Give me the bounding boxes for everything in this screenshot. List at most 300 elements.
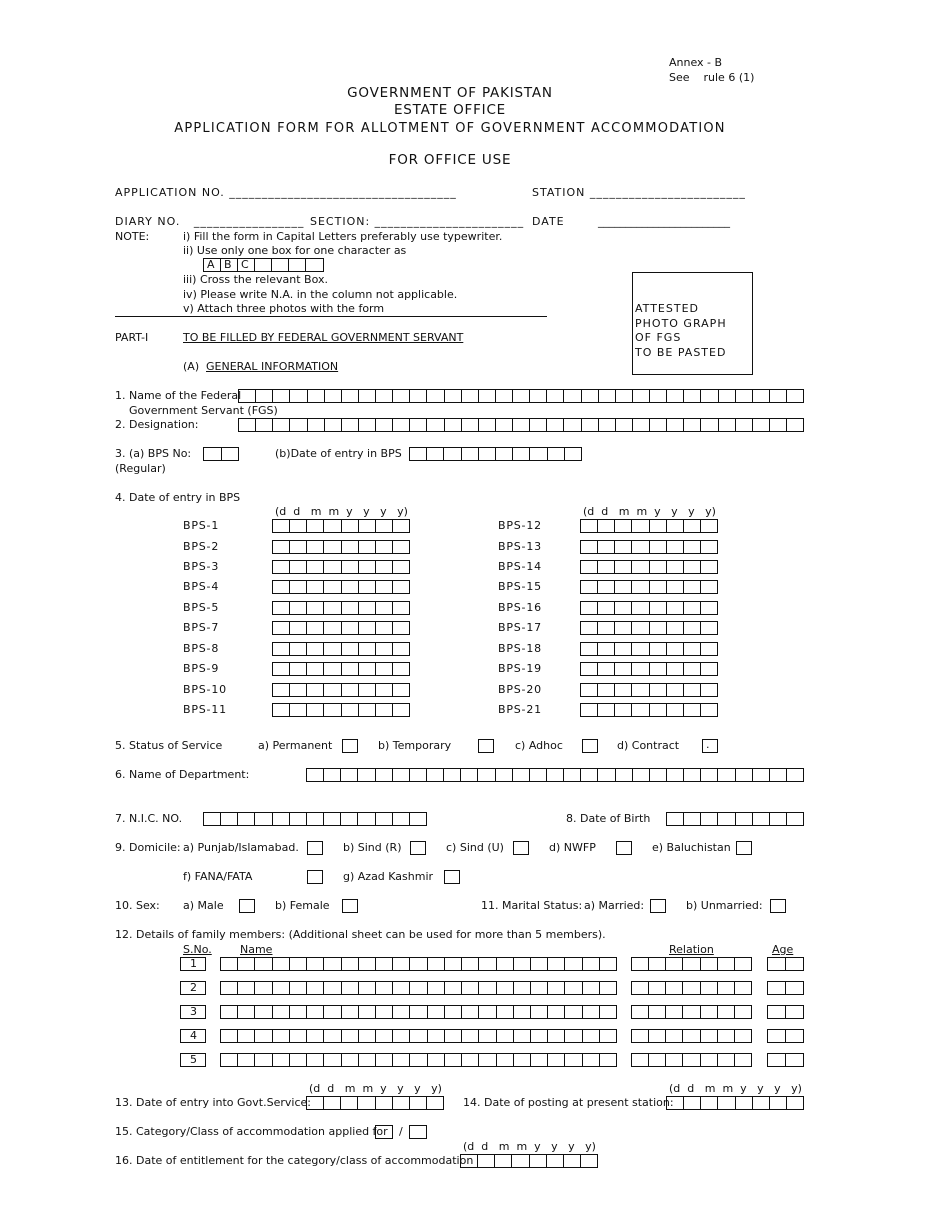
char-box[interactable]	[701, 663, 717, 675]
char-box[interactable]	[238, 1030, 255, 1042]
char-box[interactable]	[461, 769, 478, 781]
char-box[interactable]	[238, 982, 255, 994]
char-box[interactable]	[650, 769, 667, 781]
char-box[interactable]	[221, 813, 238, 825]
char-box[interactable]	[548, 1006, 565, 1018]
family-relation-input[interactable]	[631, 1053, 752, 1067]
char-box[interactable]	[650, 541, 667, 553]
char-box[interactable]	[735, 958, 751, 970]
char-box[interactable]	[479, 1006, 496, 1018]
char-box[interactable]	[324, 769, 341, 781]
char-box[interactable]	[683, 1030, 700, 1042]
domicile-baluchistan-checkbox[interactable]	[736, 841, 752, 855]
char-box[interactable]	[221, 1054, 238, 1066]
char-box[interactable]	[324, 958, 341, 970]
char-box[interactable]	[666, 1006, 683, 1018]
char-box[interactable]	[786, 958, 803, 970]
char-box[interactable]	[768, 1054, 786, 1066]
char-box[interactable]	[787, 1097, 803, 1109]
char-box[interactable]	[479, 390, 496, 402]
char-box[interactable]	[428, 958, 445, 970]
char-box[interactable]	[684, 684, 701, 696]
bps-date-input[interactable]	[580, 621, 718, 635]
char-box[interactable]	[342, 704, 359, 716]
char-box[interactable]	[632, 520, 649, 532]
sex-female-checkbox[interactable]	[342, 899, 358, 913]
char-box[interactable]	[770, 769, 787, 781]
char-box[interactable]	[393, 663, 409, 675]
char-box[interactable]	[701, 541, 717, 553]
char-box[interactable]	[512, 1155, 529, 1167]
char-box[interactable]	[632, 684, 649, 696]
char-box[interactable]	[445, 982, 462, 994]
char-box[interactable]	[358, 769, 375, 781]
char-box[interactable]	[445, 1030, 462, 1042]
domicile-sind-u-checkbox[interactable]	[513, 841, 529, 855]
char-box[interactable]	[358, 813, 375, 825]
char-box[interactable]	[650, 704, 667, 716]
char-box[interactable]	[718, 982, 735, 994]
char-box[interactable]	[239, 419, 256, 431]
char-box[interactable]	[632, 1054, 649, 1066]
char-box[interactable]	[256, 419, 273, 431]
char-box[interactable]	[615, 704, 632, 716]
char-box[interactable]	[307, 1097, 324, 1109]
char-box[interactable]	[667, 622, 684, 634]
char-box[interactable]	[649, 1030, 666, 1042]
char-box[interactable]	[583, 958, 600, 970]
char-box[interactable]	[701, 769, 718, 781]
domicile-punjab-checkbox[interactable]	[307, 841, 323, 855]
char-box[interactable]	[461, 1155, 478, 1167]
char-box[interactable]	[221, 958, 238, 970]
char-box[interactable]	[598, 684, 615, 696]
char-box[interactable]	[307, 1054, 324, 1066]
char-box[interactable]	[514, 1030, 531, 1042]
char-box[interactable]	[598, 704, 615, 716]
char-box[interactable]	[324, 982, 341, 994]
char-box[interactable]	[393, 419, 410, 431]
char-box[interactable]	[376, 982, 393, 994]
char-box[interactable]	[393, 1097, 410, 1109]
char-box[interactable]	[632, 1030, 649, 1042]
char-box[interactable]	[342, 982, 359, 994]
char-box[interactable]	[393, 581, 409, 593]
char-box[interactable]	[684, 419, 701, 431]
domicile-nwfp-checkbox[interactable]	[616, 841, 632, 855]
char-box[interactable]	[290, 643, 307, 655]
char-box[interactable]	[666, 958, 683, 970]
char-box[interactable]	[581, 520, 598, 532]
char-box[interactable]	[565, 982, 582, 994]
char-box[interactable]	[736, 390, 753, 402]
char-box[interactable]	[632, 541, 649, 553]
char-box[interactable]	[290, 520, 307, 532]
char-box[interactable]	[376, 581, 393, 593]
char-box[interactable]	[718, 1054, 735, 1066]
char-box[interactable]	[667, 541, 684, 553]
char-box[interactable]	[307, 684, 324, 696]
char-box[interactable]	[376, 643, 393, 655]
char-box[interactable]	[495, 1155, 512, 1167]
char-box[interactable]	[428, 1054, 445, 1066]
char-box[interactable]	[598, 769, 615, 781]
family-relation-input[interactable]	[631, 1029, 752, 1043]
char-box[interactable]	[667, 390, 684, 402]
char-box[interactable]	[718, 1030, 735, 1042]
char-box[interactable]	[273, 1054, 290, 1066]
char-box[interactable]	[615, 602, 632, 614]
char-box[interactable]	[598, 561, 615, 573]
char-box[interactable]	[649, 958, 666, 970]
char-box[interactable]	[616, 419, 633, 431]
char-box[interactable]	[273, 602, 290, 614]
char-box[interactable]	[393, 390, 410, 402]
char-box[interactable]	[666, 982, 683, 994]
char-box[interactable]	[496, 390, 513, 402]
char-box[interactable]	[497, 982, 514, 994]
designation-input[interactable]	[238, 418, 804, 432]
char-box[interactable]	[273, 622, 290, 634]
char-box[interactable]	[290, 541, 307, 553]
char-box[interactable]	[530, 390, 547, 402]
char-box[interactable]	[684, 390, 701, 402]
char-box[interactable]	[718, 769, 735, 781]
char-box[interactable]	[583, 1054, 600, 1066]
char-box[interactable]	[410, 813, 426, 825]
bps-date-input[interactable]	[272, 621, 410, 635]
char-box[interactable]	[701, 1097, 718, 1109]
char-box[interactable]	[410, 1054, 427, 1066]
char-box[interactable]	[445, 1054, 462, 1066]
char-box[interactable]	[600, 1006, 616, 1018]
char-box[interactable]	[701, 704, 717, 716]
char-box[interactable]	[376, 684, 393, 696]
char-box[interactable]	[718, 813, 735, 825]
char-box[interactable]	[736, 813, 753, 825]
char-box[interactable]	[324, 684, 341, 696]
char-box[interactable]	[255, 982, 272, 994]
char-box[interactable]	[462, 448, 479, 460]
char-box[interactable]	[581, 684, 598, 696]
char-box[interactable]	[787, 419, 803, 431]
char-box[interactable]	[376, 813, 393, 825]
char-box[interactable]	[701, 419, 718, 431]
char-box[interactable]	[514, 958, 531, 970]
char-box[interactable]	[632, 643, 649, 655]
char-box[interactable]	[548, 1030, 565, 1042]
char-box[interactable]	[290, 581, 307, 593]
family-relation-input[interactable]	[631, 957, 752, 971]
char-box[interactable]	[598, 541, 615, 553]
char-box[interactable]	[513, 419, 530, 431]
char-box[interactable]	[376, 1097, 393, 1109]
char-box[interactable]	[462, 419, 479, 431]
bps-date-input[interactable]	[272, 560, 410, 574]
char-box[interactable]	[393, 541, 409, 553]
bps-date-input[interactable]	[580, 580, 718, 594]
char-box[interactable]	[564, 390, 581, 402]
char-box[interactable]	[753, 1097, 770, 1109]
char-box[interactable]	[650, 643, 667, 655]
bps-date-input[interactable]	[272, 580, 410, 594]
char-box[interactable]	[735, 1006, 751, 1018]
char-box[interactable]	[701, 1030, 718, 1042]
char-box[interactable]	[599, 390, 616, 402]
char-box[interactable]	[410, 1097, 427, 1109]
char-box[interactable]	[633, 769, 650, 781]
char-box[interactable]	[650, 390, 667, 402]
char-box[interactable]	[342, 581, 359, 593]
family-name-input[interactable]	[220, 981, 617, 995]
char-box[interactable]	[684, 561, 701, 573]
char-box[interactable]	[273, 390, 290, 402]
char-box[interactable]	[513, 448, 530, 460]
family-age-input[interactable]	[767, 1005, 804, 1019]
char-box[interactable]	[564, 1155, 581, 1167]
char-box[interactable]	[633, 419, 650, 431]
char-box[interactable]	[307, 602, 324, 614]
status-temporary-checkbox[interactable]	[478, 739, 494, 753]
char-box[interactable]	[342, 602, 359, 614]
char-box[interactable]	[667, 643, 684, 655]
char-box[interactable]	[649, 982, 666, 994]
bps-date-input[interactable]	[272, 703, 410, 717]
char-box[interactable]	[768, 958, 786, 970]
char-box[interactable]	[581, 663, 598, 675]
status-adhoc-checkbox[interactable]	[582, 739, 598, 753]
char-box[interactable]	[701, 561, 717, 573]
char-box[interactable]	[307, 561, 324, 573]
char-box[interactable]	[393, 602, 409, 614]
char-box[interactable]	[598, 643, 615, 655]
char-box[interactable]	[615, 684, 632, 696]
char-box[interactable]	[393, 958, 410, 970]
char-box[interactable]	[701, 1006, 718, 1018]
char-box[interactable]	[497, 1006, 514, 1018]
char-box[interactable]	[410, 769, 427, 781]
char-box[interactable]	[376, 622, 393, 634]
char-box[interactable]	[359, 1006, 376, 1018]
char-box[interactable]	[650, 684, 667, 696]
char-box[interactable]	[307, 541, 324, 553]
char-box[interactable]	[273, 663, 290, 675]
char-box[interactable]	[359, 663, 376, 675]
char-box[interactable]	[514, 1054, 531, 1066]
char-box[interactable]	[649, 1054, 666, 1066]
char-box[interactable]	[786, 1054, 803, 1066]
char-box[interactable]	[514, 1006, 531, 1018]
char-box[interactable]	[428, 1030, 445, 1042]
char-box[interactable]	[701, 1054, 718, 1066]
char-box[interactable]	[376, 541, 393, 553]
char-box[interactable]	[427, 769, 444, 781]
char-box[interactable]	[376, 769, 393, 781]
char-box[interactable]	[735, 1054, 751, 1066]
char-box[interactable]	[273, 561, 290, 573]
char-box[interactable]	[376, 1006, 393, 1018]
char-box[interactable]	[342, 684, 359, 696]
char-box[interactable]	[273, 1030, 290, 1042]
char-box[interactable]	[701, 958, 718, 970]
status-permanent-checkbox[interactable]	[342, 739, 358, 753]
char-box[interactable]	[410, 1030, 427, 1042]
char-box[interactable]	[393, 1030, 410, 1042]
char-box[interactable]	[462, 1054, 479, 1066]
char-box[interactable]	[650, 581, 667, 593]
char-box[interactable]	[342, 958, 359, 970]
char-box[interactable]	[239, 390, 256, 402]
char-box[interactable]	[667, 813, 684, 825]
marital-married-checkbox[interactable]	[650, 899, 666, 913]
char-box[interactable]	[719, 419, 736, 431]
char-box[interactable]	[667, 581, 684, 593]
char-box[interactable]	[632, 704, 649, 716]
char-box[interactable]	[667, 769, 684, 781]
char-box[interactable]	[701, 390, 718, 402]
family-age-input[interactable]	[767, 981, 804, 995]
char-box[interactable]	[564, 769, 581, 781]
char-box[interactable]	[496, 419, 513, 431]
char-box[interactable]	[530, 769, 547, 781]
char-box[interactable]	[427, 419, 444, 431]
char-box[interactable]	[581, 769, 598, 781]
char-box[interactable]	[582, 390, 599, 402]
char-box[interactable]	[787, 390, 803, 402]
char-box[interactable]	[204, 813, 221, 825]
char-box[interactable]	[478, 1155, 495, 1167]
char-box[interactable]	[787, 813, 803, 825]
family-name-input[interactable]	[220, 1029, 617, 1043]
char-box[interactable]	[479, 448, 496, 460]
char-box[interactable]	[753, 390, 770, 402]
char-box[interactable]	[324, 663, 341, 675]
char-box[interactable]	[615, 561, 632, 573]
char-box[interactable]	[427, 448, 444, 460]
char-box[interactable]	[598, 602, 615, 614]
family-age-input[interactable]	[767, 1053, 804, 1067]
char-box[interactable]	[650, 663, 667, 675]
char-box[interactable]	[786, 982, 803, 994]
char-box[interactable]	[598, 520, 615, 532]
char-box[interactable]	[324, 643, 341, 655]
char-box[interactable]	[393, 1006, 410, 1018]
diary-no-field[interactable]: DIARY NO. _________________	[115, 215, 305, 228]
entitlement-input[interactable]	[460, 1154, 598, 1168]
char-box[interactable]	[307, 643, 324, 655]
char-box[interactable]	[376, 561, 393, 573]
char-box[interactable]	[444, 448, 461, 460]
family-age-input[interactable]	[767, 1029, 804, 1043]
char-box[interactable]	[616, 769, 633, 781]
char-box[interactable]	[598, 581, 615, 593]
char-box[interactable]	[633, 390, 650, 402]
char-box[interactable]	[342, 1030, 359, 1042]
char-box[interactable]	[342, 561, 359, 573]
char-box[interactable]	[479, 419, 496, 431]
char-box[interactable]	[359, 1054, 376, 1066]
char-box[interactable]	[359, 1030, 376, 1042]
char-box[interactable]	[583, 1006, 600, 1018]
char-box[interactable]	[547, 769, 564, 781]
char-box[interactable]	[256, 390, 273, 402]
char-box[interactable]	[427, 390, 444, 402]
class-input[interactable]	[409, 1125, 427, 1139]
char-box[interactable]	[273, 813, 290, 825]
char-box[interactable]	[632, 663, 649, 675]
char-box[interactable]	[445, 1006, 462, 1018]
char-box[interactable]	[547, 1155, 564, 1167]
domicile-azad-kashmir-checkbox[interactable]	[444, 870, 460, 884]
char-box[interactable]	[273, 419, 290, 431]
bps-no-input[interactable]	[203, 447, 239, 461]
char-box[interactable]	[547, 390, 564, 402]
char-box[interactable]	[376, 663, 393, 675]
char-box[interactable]	[359, 684, 376, 696]
char-box[interactable]	[342, 390, 359, 402]
family-relation-input[interactable]	[631, 1005, 752, 1019]
govt-entry-input[interactable]	[306, 1096, 444, 1110]
char-box[interactable]	[581, 622, 598, 634]
char-box[interactable]	[615, 541, 632, 553]
char-box[interactable]	[598, 622, 615, 634]
char-box[interactable]	[290, 684, 307, 696]
char-box[interactable]	[359, 419, 376, 431]
char-box[interactable]	[324, 704, 341, 716]
char-box[interactable]	[650, 602, 667, 614]
char-box[interactable]	[736, 419, 753, 431]
bps-date-input[interactable]	[580, 683, 718, 697]
char-box[interactable]	[530, 448, 547, 460]
char-box[interactable]	[531, 958, 548, 970]
char-box[interactable]	[307, 1030, 324, 1042]
char-box[interactable]	[273, 958, 290, 970]
application-no-field[interactable]: APPLICATION NO. ___________________________________	[115, 186, 457, 199]
char-box[interactable]	[753, 419, 770, 431]
char-box[interactable]	[290, 1030, 307, 1042]
char-box[interactable]	[325, 419, 342, 431]
char-box[interactable]	[307, 622, 324, 634]
char-box[interactable]	[204, 448, 222, 460]
char-box[interactable]	[273, 541, 290, 553]
char-box[interactable]	[308, 419, 325, 431]
char-box[interactable]	[667, 704, 684, 716]
char-box[interactable]	[701, 813, 718, 825]
char-box[interactable]	[290, 419, 307, 431]
date-field[interactable]: ________________________	[598, 215, 730, 228]
char-box[interactable]	[683, 982, 700, 994]
char-box[interactable]	[683, 958, 700, 970]
char-box[interactable]	[531, 1030, 548, 1042]
char-box[interactable]	[684, 602, 701, 614]
char-box[interactable]	[255, 958, 272, 970]
char-box[interactable]	[376, 602, 393, 614]
char-box[interactable]	[359, 581, 376, 593]
char-box[interactable]	[462, 390, 479, 402]
char-box[interactable]	[497, 958, 514, 970]
char-box[interactable]	[444, 769, 461, 781]
char-box[interactable]	[342, 663, 359, 675]
char-box[interactable]	[718, 1097, 735, 1109]
char-box[interactable]	[650, 520, 667, 532]
char-box[interactable]	[290, 704, 307, 716]
char-box[interactable]	[359, 958, 376, 970]
char-box[interactable]	[428, 982, 445, 994]
char-box[interactable]	[359, 704, 376, 716]
char-box[interactable]	[581, 541, 598, 553]
char-box[interactable]	[684, 541, 701, 553]
char-box[interactable]	[324, 1097, 341, 1109]
